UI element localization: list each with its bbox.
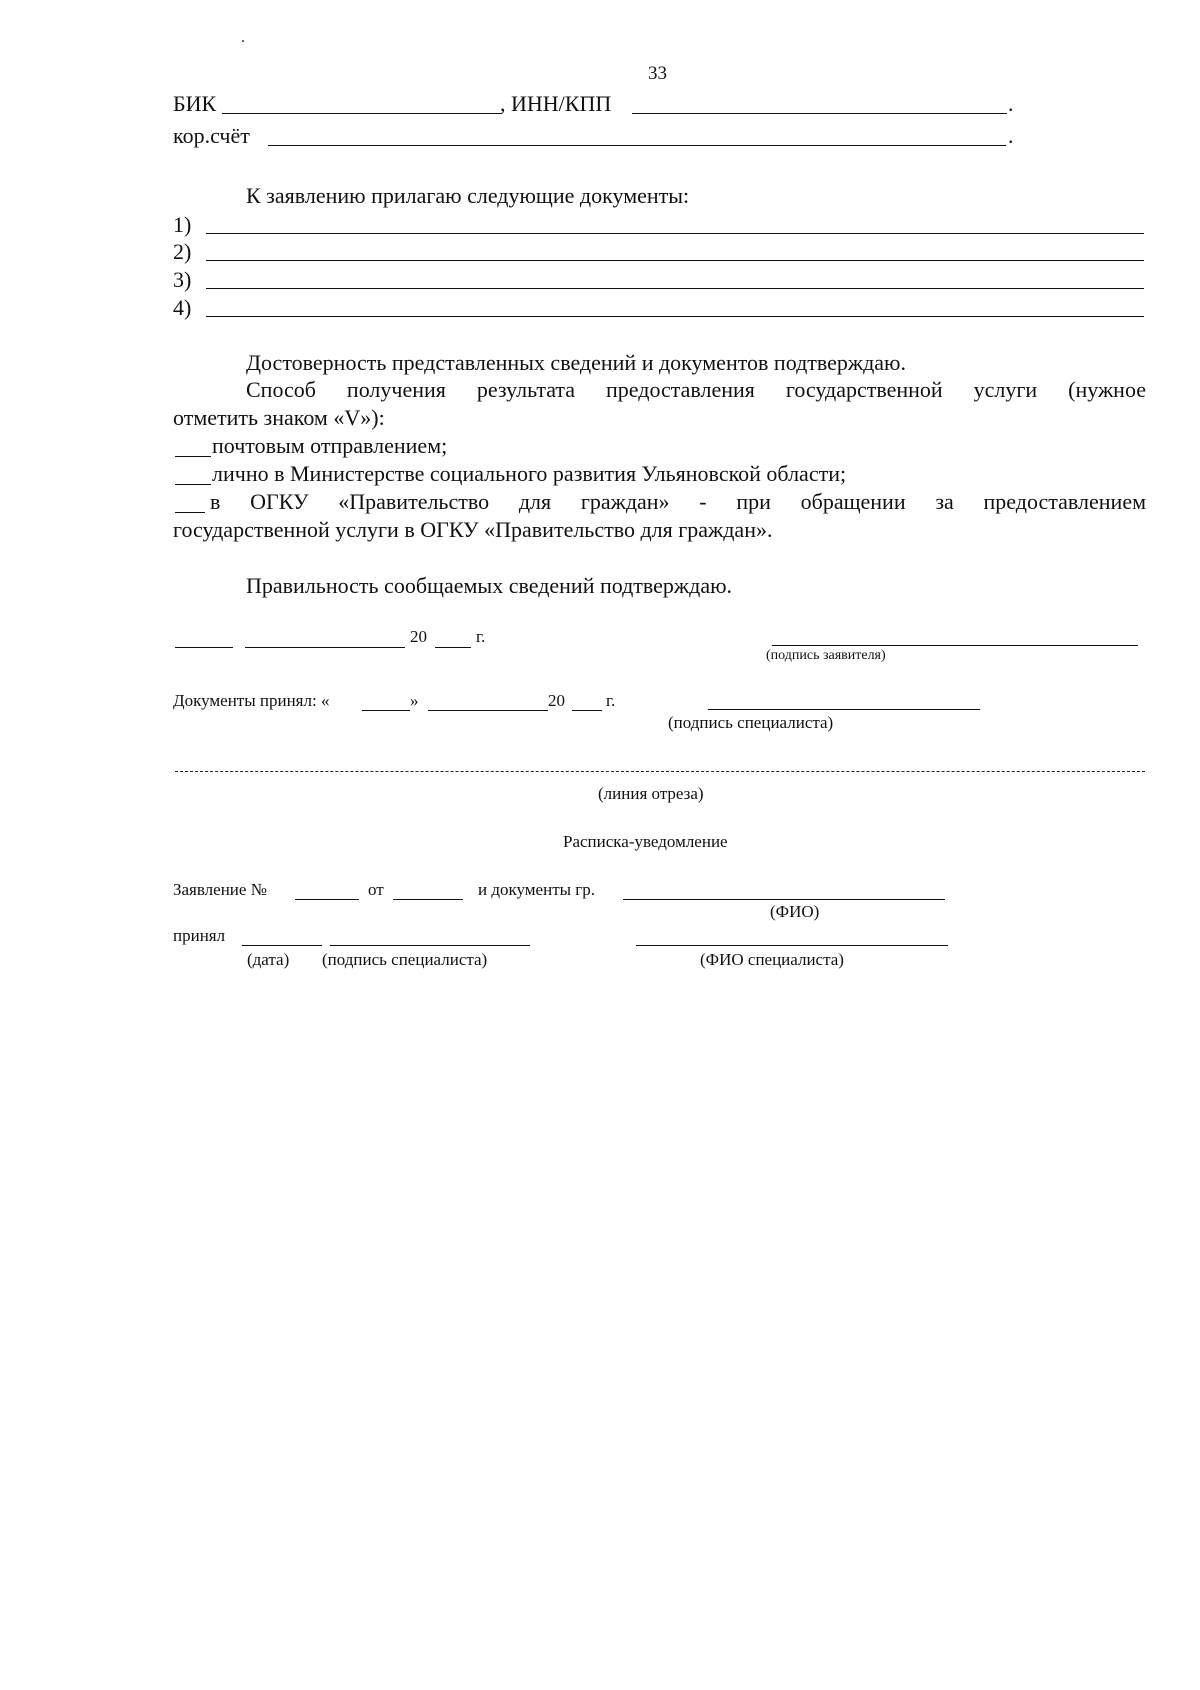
date-month-field[interactable] — [245, 647, 405, 648]
method-text-line2: отметить знаком «V»): — [173, 405, 385, 430]
attachments-intro: К заявлению прилагаю следующие документы: — [246, 183, 690, 208]
option-ogku-label-line2: государственной услуги в ОГКУ «Правительство для граждан». — [173, 517, 773, 542]
specialist-fio-caption: (ФИО специалиста) — [700, 950, 844, 969]
statement-date-field[interactable] — [393, 899, 463, 900]
account-line-end: . — [1008, 123, 1014, 148]
attachment-number: 1) — [173, 212, 192, 237]
receipt-title: Расписка-уведомление — [563, 832, 728, 851]
receipt-sign-caption: (подпись специалиста) — [322, 950, 488, 969]
date-year-field[interactable] — [435, 647, 471, 648]
date-year-prefix: 20 — [410, 627, 427, 646]
bik-line-end: . — [1008, 91, 1014, 116]
statement-label: Заявление № — [173, 880, 267, 899]
accepted-day-field[interactable] — [362, 710, 410, 711]
method-text-line1: Способ получения результата предоставления государственной услуги (нужное — [246, 377, 1146, 402]
accepted-month-field[interactable] — [428, 710, 548, 711]
page-number: 33 — [648, 63, 667, 84]
attachment-field-3[interactable] — [206, 288, 1144, 289]
statement-from-label: от — [368, 880, 384, 899]
applicant-signature-caption: (подпись заявителя) — [766, 648, 886, 663]
specialist-fio-field[interactable] — [636, 945, 948, 946]
accepted-by-label: принял — [173, 926, 226, 945]
documents-accepted-label: Документы принял: « — [173, 691, 330, 710]
option-post-label: почтовым отправлением; — [212, 433, 448, 458]
accepted-quote-close: » — [410, 691, 419, 710]
date-year-suffix: г. — [476, 627, 486, 646]
receipt-sign-field[interactable] — [330, 945, 530, 946]
documents-of-citizen-label: и документы гр. — [478, 880, 596, 899]
date-day-field[interactable] — [175, 647, 233, 648]
accepted-year-suffix: г. — [606, 691, 616, 710]
cut-line-caption: (линия отреза) — [598, 784, 704, 803]
attachment-field-1[interactable] — [206, 233, 1144, 234]
citizen-fio-field[interactable] — [623, 899, 945, 900]
fio-caption: (ФИО) — [770, 902, 820, 921]
bik-field[interactable] — [222, 113, 502, 114]
attachment-field-4[interactable] — [206, 316, 1144, 317]
attachment-field-2[interactable] — [206, 260, 1144, 261]
inn-kpp-field[interactable] — [632, 113, 1007, 114]
statement-number-field[interactable] — [295, 899, 359, 900]
specialist-signature-caption: (подпись специалиста) — [668, 713, 834, 732]
option-ministry-label: лично в Министерстве социального развития Ульяновской области; — [212, 461, 847, 486]
attachment-number: 2) — [173, 239, 192, 264]
receipt-date-field[interactable] — [242, 945, 322, 946]
option-ministry-checkbox[interactable] — [175, 484, 211, 485]
inn-kpp-label: , ИНН/КПП — [500, 91, 612, 116]
attachment-number: 4) — [173, 295, 192, 320]
accepted-year-prefix: 20 — [548, 691, 565, 710]
receipt-date-caption: (дата) — [247, 950, 290, 969]
attachment-number: 3) — [173, 267, 192, 292]
applicant-signature-field[interactable] — [772, 645, 1138, 646]
correctness-confirmation: Правильность сообщаемых сведений подтверждаю. — [246, 573, 733, 598]
option-ogku-checkbox[interactable] — [175, 512, 205, 513]
accepted-year-field[interactable] — [572, 710, 602, 711]
account-label: кор.счёт — [173, 123, 250, 148]
bik-label: БИК — [173, 91, 217, 116]
reliability-confirmation: Достоверность представленных сведений и документов подтверждаю. — [246, 350, 906, 375]
cut-line — [175, 771, 1145, 772]
account-field[interactable] — [268, 145, 1006, 146]
option-ogku-label-line1: в ОГКУ «Правительство для граждан» - при обращении за предоставлением — [210, 489, 1146, 514]
specialist-signature-field[interactable] — [708, 709, 980, 710]
option-post-checkbox[interactable] — [175, 456, 211, 457]
scan-dot — [242, 40, 244, 42]
